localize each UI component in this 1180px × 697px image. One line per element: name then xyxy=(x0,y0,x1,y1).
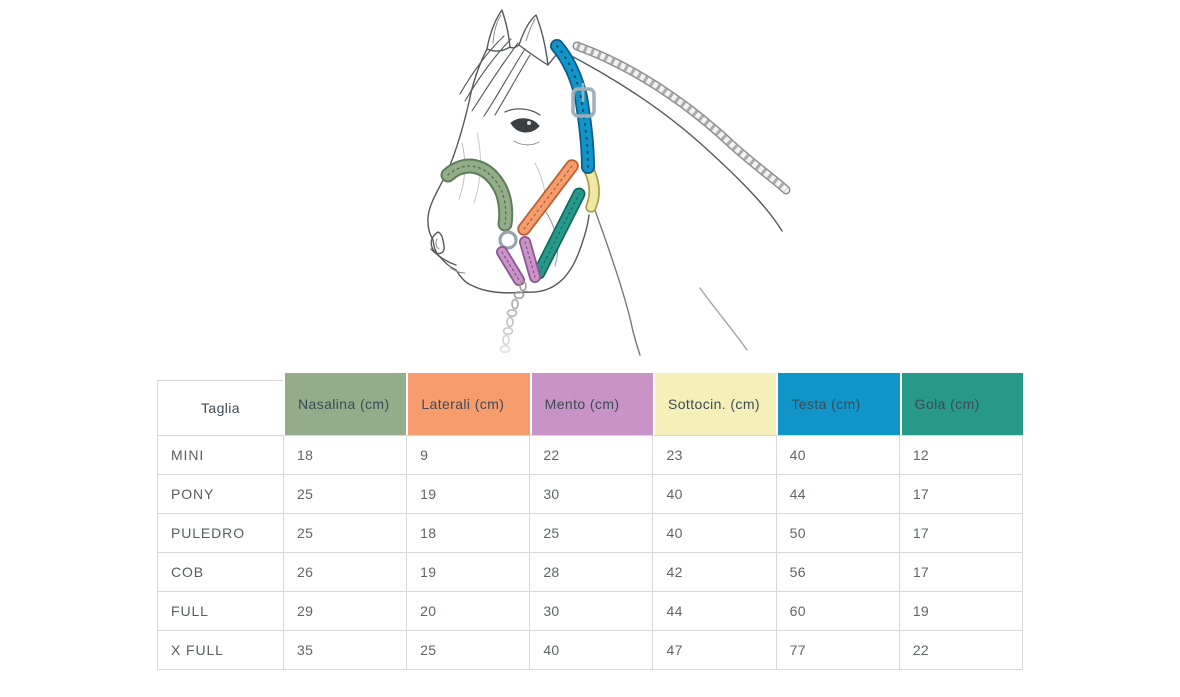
left-ear xyxy=(487,10,510,51)
column-header-laterali-cm: Laterali (cm) xyxy=(406,373,529,435)
size-value-cell: 19 xyxy=(406,553,529,591)
size-value-cell: 23 xyxy=(652,436,775,474)
size-value-cell: 40 xyxy=(776,436,899,474)
row-label: MINI xyxy=(171,447,205,463)
size-value-cell: 40 xyxy=(652,514,775,552)
column-header-gola-cm: Gola (cm) xyxy=(900,373,1023,435)
size-value-cell: 35 xyxy=(283,631,406,669)
table-header-row xyxy=(157,373,1023,435)
size-value-cell: 22 xyxy=(529,436,652,474)
size-value-cell: 30 xyxy=(529,475,652,513)
column-header-sottocin-cm: Sottocin. (cm) xyxy=(653,373,776,435)
size-value-cell: 9 xyxy=(406,436,529,474)
size-value-cell: 20 xyxy=(406,592,529,630)
column-header-testa-cm: Testa (cm) xyxy=(776,373,899,435)
row-label: COB xyxy=(171,564,205,580)
size-value-cell: 28 xyxy=(529,553,652,591)
table-row-x-full xyxy=(158,631,1022,669)
table-row-pony xyxy=(158,475,1022,514)
row-label: FULL xyxy=(171,603,209,619)
size-value-cell: 17 xyxy=(899,475,1022,513)
size-value-cell: 47 xyxy=(652,631,775,669)
table-row-mini xyxy=(158,436,1022,475)
size-value-cell: 77 xyxy=(776,631,899,669)
row-label: PULEDRO xyxy=(171,525,245,541)
size-value-cell: 19 xyxy=(406,475,529,513)
lead-rope xyxy=(577,46,786,190)
size-value-cell: 25 xyxy=(529,514,652,552)
table-body xyxy=(157,435,1023,670)
size-value-cell: 44 xyxy=(652,592,775,630)
size-table xyxy=(157,373,1023,670)
column-header-taglia: Taglia xyxy=(157,380,283,435)
size-value-cell: 29 xyxy=(283,592,406,630)
size-value-cell: 50 xyxy=(776,514,899,552)
size-value-cell: 60 xyxy=(776,592,899,630)
size-value-cell: 40 xyxy=(529,631,652,669)
size-value-cell: 25 xyxy=(283,514,406,552)
table-row-cob xyxy=(158,553,1022,592)
size-value-cell: 22 xyxy=(899,631,1022,669)
row-label: PONY xyxy=(171,486,215,502)
size-value-cell: 30 xyxy=(529,592,652,630)
size-value-cell: 44 xyxy=(776,475,899,513)
size-value-cell: 40 xyxy=(652,475,775,513)
size-value-cell: 25 xyxy=(283,475,406,513)
size-value-cell: 12 xyxy=(899,436,1022,474)
size-value-cell: 17 xyxy=(899,553,1022,591)
column-header-nasalina-cm: Nasalina (cm) xyxy=(283,373,406,435)
size-value-cell: 56 xyxy=(776,553,899,591)
horse-illustration xyxy=(415,3,820,360)
size-value-cell: 26 xyxy=(283,553,406,591)
size-value-cell: 25 xyxy=(406,631,529,669)
size-value-cell: 18 xyxy=(283,436,406,474)
size-value-cell: 17 xyxy=(899,514,1022,552)
column-header-mento-cm: Mento (cm) xyxy=(530,373,653,435)
size-value-cell: 19 xyxy=(899,592,1022,630)
horse-head-halter-drawing xyxy=(415,3,820,360)
size-value-cell: 42 xyxy=(652,553,775,591)
table-row-puledro xyxy=(158,514,1022,553)
row-label: X FULL xyxy=(171,642,224,658)
size-value-cell: 18 xyxy=(406,514,529,552)
table-row-full xyxy=(158,592,1022,631)
halter-tie-ring xyxy=(500,232,516,248)
